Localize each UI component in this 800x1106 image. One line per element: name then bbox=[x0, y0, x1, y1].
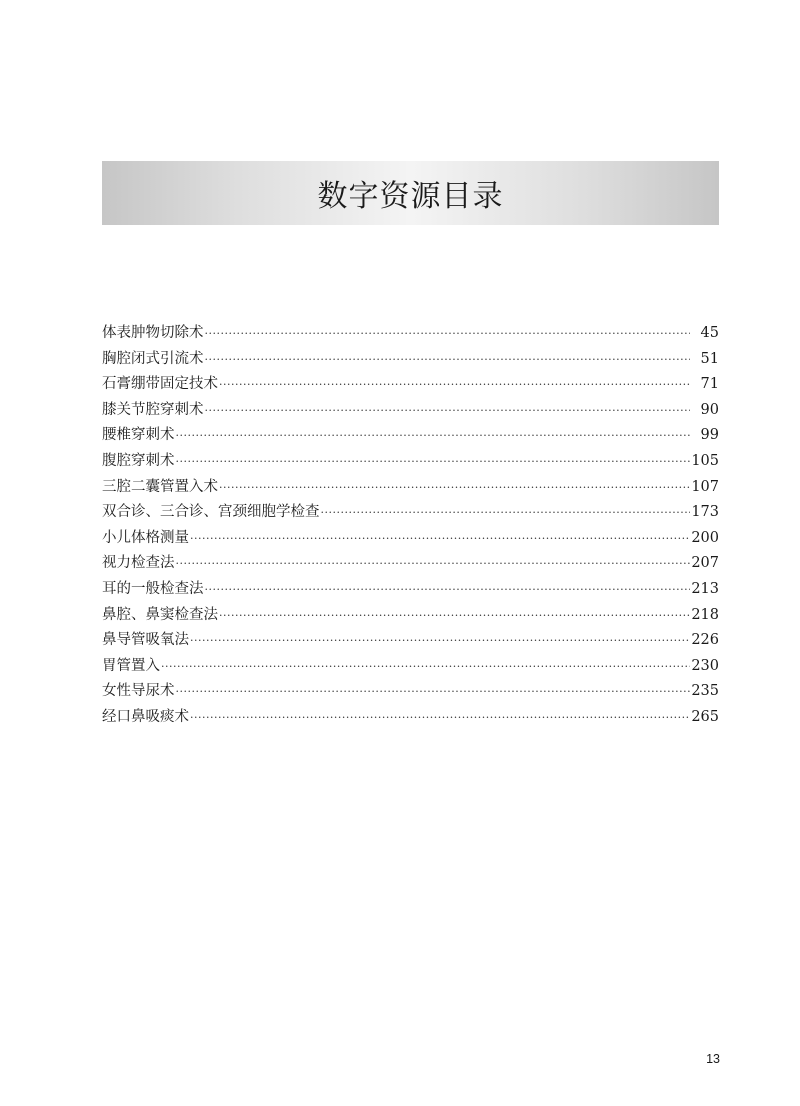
toc-entry-label: 鼻导管吸氧法 bbox=[102, 632, 189, 649]
toc-entry[interactable] bbox=[102, 705, 719, 731]
title-banner bbox=[102, 161, 719, 225]
toc-entry[interactable] bbox=[102, 577, 719, 603]
toc-leader-dots bbox=[219, 603, 690, 629]
toc-leader-dots bbox=[176, 551, 691, 577]
toc-entry[interactable] bbox=[102, 654, 719, 680]
toc-entry-label: 视力检查法 bbox=[102, 555, 175, 572]
toc-entry-label: 石膏绷带固定技术 bbox=[102, 376, 218, 393]
toc-entry-page: 213 bbox=[691, 580, 719, 597]
toc-leader-dots bbox=[219, 372, 690, 398]
toc-entry-page: 45 bbox=[700, 325, 719, 341]
toc-leader-dots bbox=[190, 526, 690, 552]
toc-entry[interactable] bbox=[102, 679, 719, 705]
toc-entry-label: 膝关节腔穿刺术 bbox=[102, 401, 204, 418]
toc-entry-label: 胸腔闭式引流术 bbox=[102, 350, 204, 367]
toc-list bbox=[102, 321, 719, 731]
toc-leader-dots bbox=[205, 321, 691, 347]
toc-leader-dots bbox=[190, 628, 690, 654]
toc-entry[interactable] bbox=[102, 372, 719, 398]
toc-entry-label: 体表肿物切除术 bbox=[102, 325, 204, 341]
toc-entry[interactable] bbox=[102, 628, 719, 654]
toc-leader-dots bbox=[205, 347, 691, 373]
toc-entry[interactable] bbox=[102, 398, 719, 424]
toc-leader-dots bbox=[176, 423, 691, 449]
toc-entry-page: 265 bbox=[691, 708, 719, 725]
toc-entry-label: 小儿体格测量 bbox=[102, 529, 189, 546]
toc-leader-dots bbox=[205, 577, 691, 603]
toc-entry-page: 230 bbox=[691, 657, 719, 674]
toc-entry[interactable] bbox=[102, 475, 719, 501]
toc-entry-label: 耳的一般检查法 bbox=[102, 580, 204, 597]
toc-entry[interactable] bbox=[102, 603, 719, 629]
toc-entry-page: 235 bbox=[691, 683, 719, 700]
page-number: 13 bbox=[706, 1052, 720, 1066]
toc-entry[interactable] bbox=[102, 500, 719, 526]
toc-entry-page: 207 bbox=[691, 555, 719, 572]
page-title: 数字资源目录 bbox=[317, 179, 504, 214]
toc-entry[interactable] bbox=[102, 321, 719, 347]
toc-entry-label: 双合诊、三合诊、宫颈细胞学检查 bbox=[102, 504, 320, 521]
toc-entry-page: 226 bbox=[691, 632, 719, 649]
toc-leader-dots bbox=[161, 654, 690, 680]
toc-entry-page: 90 bbox=[700, 401, 719, 418]
toc-entry-page: 200 bbox=[691, 529, 719, 546]
toc-entry[interactable] bbox=[102, 551, 719, 577]
toc-entry-label: 鼻腔、鼻窦检查法 bbox=[102, 606, 218, 623]
toc-leader-dots bbox=[190, 705, 690, 731]
toc-entry-page: 105 bbox=[691, 452, 719, 469]
toc-entry[interactable] bbox=[102, 347, 719, 373]
toc-leader-dots bbox=[321, 500, 691, 526]
toc-entry-label: 经口鼻吸痰术 bbox=[102, 708, 189, 725]
toc-entry-page: 71 bbox=[700, 376, 719, 393]
toc-entry[interactable] bbox=[102, 449, 719, 475]
toc-entry-label: 胃管置入 bbox=[102, 657, 160, 674]
toc-leader-dots bbox=[176, 449, 691, 475]
toc-entry-page: 107 bbox=[691, 478, 719, 495]
toc-entry-label: 腰椎穿刺术 bbox=[102, 427, 175, 444]
toc-entry[interactable] bbox=[102, 526, 719, 552]
toc-leader-dots bbox=[205, 398, 691, 424]
toc-leader-dots bbox=[219, 475, 690, 501]
toc-entry-label: 腹腔穿刺术 bbox=[102, 452, 175, 469]
toc-leader-dots bbox=[176, 679, 691, 705]
toc-entry-page: 173 bbox=[691, 504, 719, 521]
toc-entry-page: 218 bbox=[691, 606, 719, 623]
toc-entry[interactable] bbox=[102, 423, 719, 449]
toc-entry-page: 51 bbox=[700, 350, 719, 367]
toc-entry-label: 三腔二囊管置入术 bbox=[102, 478, 218, 495]
toc-entry-label: 女性导尿术 bbox=[102, 683, 175, 700]
toc-entry-page: 99 bbox=[700, 427, 719, 444]
